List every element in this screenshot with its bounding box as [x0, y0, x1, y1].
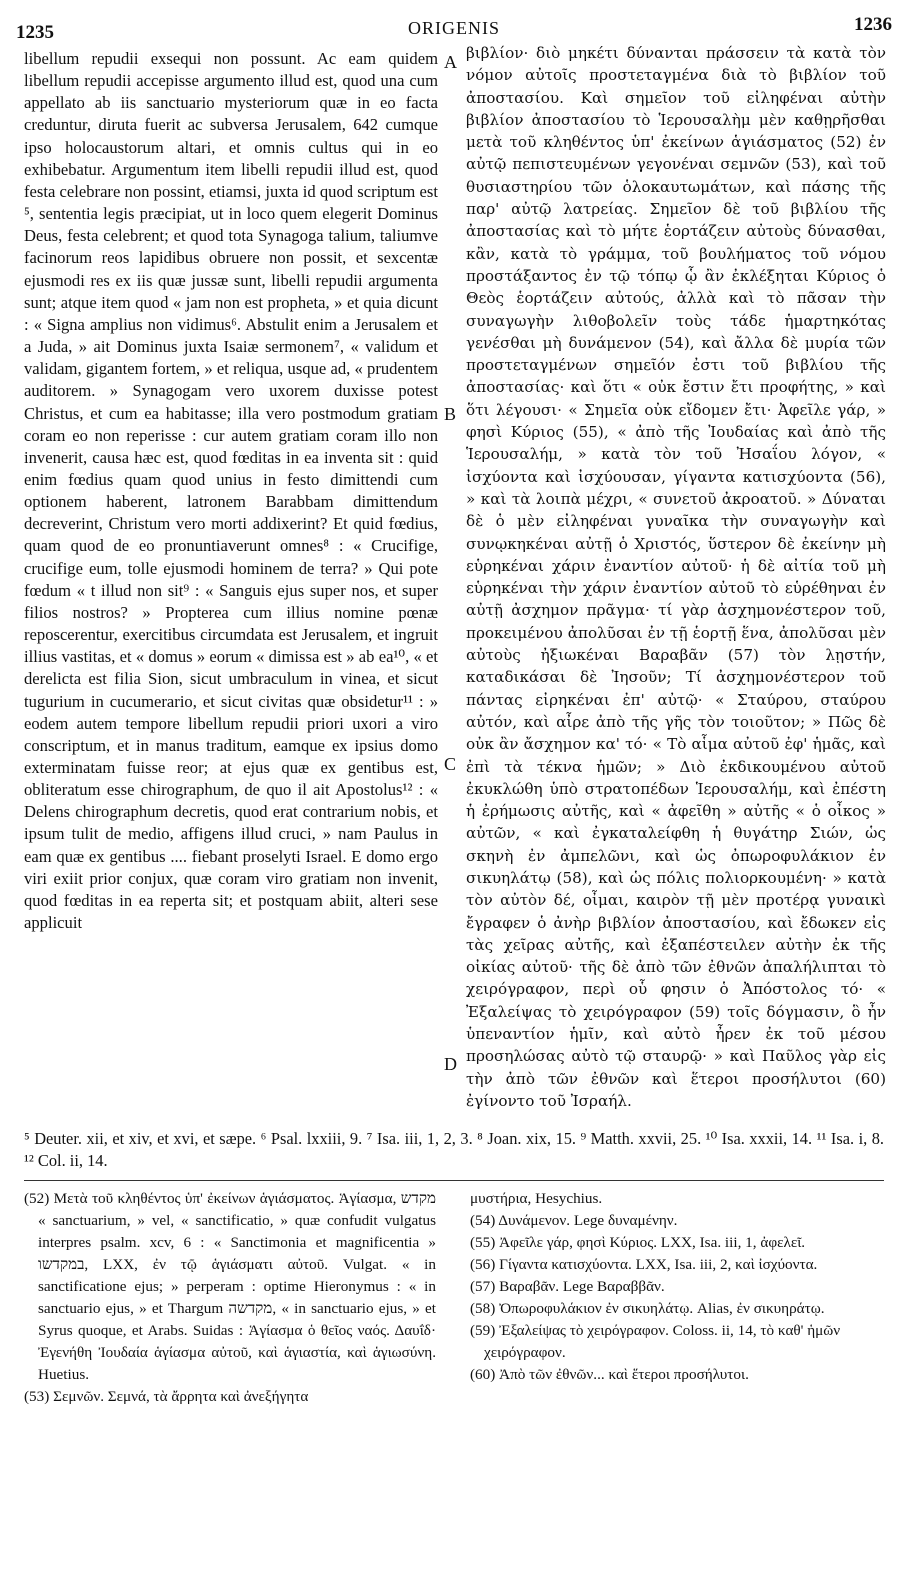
greek-text: βιβλίον· διὸ μηκέτι δύνανται πράσσειν τὰ κατὰ τὸν νόμον αὐτοῖς προστεταγμένα διὰ τὸ βιβλίον τοῦ ἀποστασίου. Καὶ σημεῖον τοῦ εἰληφέναι αὐτὴν βιβλίον ἀποστασίου τὸ Ἱερουσαλὴμ μὲν καθῃρῆσθαι μετὰ τοῦ κληθέντος ὑπ' ἐκείνων ἁγιάσματος (52) ἐν αὐτῷ πεπιστευμένων γεγονέναι σεμνῶν (53), καὶ τοῦ θυσιαστηρίου τῶν ὁλοκαυτωμάτων, καὶ πάσης τῆς παρ' αὐτῷ λατρείας. Σημεῖον δὲ τοῦ βιβλίου τῆς ἀποστασίας καὶ τὸ μήτε ἑορτάζειν αὐτοὺς δύνασθαι, κἂν, κατὰ τὸ γράμμα, τοῦ βουλήματος τοῦ νόμου προστάξαντος ἐν τῷ τόπῳ ᾧ ἂν ἐκλέξηται Κύριος ὁ Θεὸς ἑορτάζειν αὐτούς, ἀλλὰ καὶ τὸ πᾶσαν τὴν συναγωγὴν λιθοβολεῖν τοὺς τάδε ἡμαρτηκότας γενέσθαι μὴ δυνάμενον (54), καὶ ἄλλα δὲ μυρία τῶν προστεταγμένων σημεῖόν ἐστι τοῦ βιβλίου τῆς ἀποστασίας· καὶ ὅτι « οὐκ ἔστιν ἔτι προφήτης, » καὶ ὅτι λέγουσι· « Σημεῖα οὐκ εἴδομεν ἔτι· Ἀφεῖλε γάρ, » φησὶ Κύριος (55), « ἀπὸ τῆς Ἰουδαίας καὶ ἀπὸ τῆς Ἱερουσαλήμ, » κατὰ τὸν τοῦ Ἠσαΐου λόγον, « ἰσχύοντα καὶ ἰσχύουσαν, γίγαντα κατισχύοντα (56), » καὶ τὰ λοιπὰ μέχρι, « συνετοῦ ἀκροατοῦ. » Δύναται δὲ ὁ μὲν εἰληφέναι γυναῖκα τὴν συναγωγὴν καὶ συνῳκηκέναι αὐτῇ ὁ Χριστός, ὕστερον δὲ ἐκείνην μὴ εὑρηκέναι χάριν ἐναντίον αὐτοῦ· ἡ δὲ αἰτία τοῦ μὴ εὑρηκέναι τὴν χάριν ἐναντίον αὐτοῦ τὸ εὑρέθηναι ἐν αὐτῇ ἀσχημον πρᾶγμα· τί γὰρ ἀσχημονέστερον τοῦ, προκειμένου ἀπολῦσαι ἐν τῇ ἑορτῇ ἕνα, ἀπολῦσαι μὲν αὐτοὺς ἠξιωκέναι Βαραβᾶν (57) τὸν λῃστήν, καταδικάσαι δὲ Ἰησοῦν; Τί ἀσχημονέστερον τοῦ πάντας εἰρηκέναι ἐπ' αὐτῷ· « Σταύρου, σταύρου αὐτόν, καὶ αἶρε ἀπὸ τῆς γῆς τὸν τοιοῦτον; » Πῶς δὲ οὐκ ἂν ἄσχημον κα' τό· « Τὸ αἷμα αὐτοῦ ἐφ' ἡμᾶς, καὶ ἐπὶ τὰ τέκνα ἡμῶν; » Διὸ ἐκδικουμένου αὐτοῦ ἐκυκλώθη ὑπὸ στρατοπέδων Ἱερουσαλήμ, καὶ ἐπέστη ἡ ἐρήμωσις αὐτῆς, καὶ « ἀφεῖθη » αὐτῆς « ὁ οἶκος » αὐτῶν, « καὶ ἐγκαταλείφθη ἡ θυγάτηρ Σιών, ὡς σκηνὴ ἐν ἀμπελῶνι, καὶ ὡς ὀπωροφυλάκιον ἐν σικυηλάτῳ (58), καὶ ὡς πόλις πολιορκουμένη· » κατὰ τὸν αὐτὸν δέ, οἶμαι, καιρὸν τῇ μὲν προτέρᾳ γυναικὶ ἔγραφεν ὁ ἀνὴρ βιβλίον ἀποστασίου, καὶ ἔδωκεν εἰς τὰς χεῖρας αὐτῆς, καὶ ἐξαπέστειλεν αὐτὴν ἐκ τῆς οἰκίας αὐτοῦ· τῆς δὲ ἀπὸ τῶν ἐθνῶν ἀπαλήλιπται τὸ χειρόγραφον, περὶ οὗ φησιν ὁ Ἀπόστολος τό· « Ἐξαλείψας τὸ χειρόγραφον (59) τοῖς δόγμασιν, ὃ ἦν ὑπεναντίον ἡμῖν, καὶ αὐτὸ ἦρεν ἐκ τοῦ μέσου προσηλώσας αὐτὸ τῷ σταυρῷ· » καὶ Παῦλος γὰρ εἰς τὴν ἀπὸ τῶν ἐθνῶν καὶ ἕτεροι προσήλυτοι (60) ἐγίνοντο τοῦ Ἰσραήλ. [466, 44, 886, 1110]
margin-marker-b: B [444, 404, 457, 424]
latin-text: libellum repudii exsequi non possunt. Ac eam quidem libellum repudii accepisse argumento illud est, quod una cum appellato ab iis sanctuario mysteriorum quæ in eo facta creduntur, diruta fuerit ac subversa Jerusalem, 642 cumque ipso holocaustorum altari, et omnis cultus qui in eo exhibebatur. Argumentum item libelli repudii illud est, quod festa celebrare non possint, etiamsi, juxta id quod scriptum est ⁵, sententia legis præcipiat, ut in loco quem elegerit Dominus Deus, festa celebrent; et quod tota Synagoga talium, taliumve facinorum reos lapidibus obruere non possit, et sexcentæ ejusmodi res ex iis quæ jussæ sunt, libelli repudii argumenta sunt; atque item quod « jam non est propheta, » et quia dicunt : « Signa amplius non vidimus⁶. Abstulit enim a Jerusalem et a Juda, » ait Dominus juxta Isaiæ sermonem⁷, « validum et validam, gigantem fortem, » et reliqua, usque ad, « prudentem auditorem. » Synagogam vero uxorem duxisse potest Christus, et cum ea habitasse; illa vero postmodum gratiam coram eo non reperisse : cur autem gratiam coram illo non invenerit, causa hæc est, quod fœditas in ea inventa sit : quid enim fœdius quam quod unius in festo dimittendi cum optionem haberent, latronem Barabbam dimittendum decreverint, Christum vero morti addixerint? Et quid fœdius, quam quod de eo pronuntiaverunt omnes⁸ : « Crucifige, crucifige eum, tolle ejusmodi hominem de terra? » Qui pote fœdum « t illud non sit⁹ : « Sanguis ejus super nos, et super filios nostros? » Propterea cum illius nomine pœnæ reposcerentur, exercitibus circumdata est Jerusalem, et ingruit illius vastitas, et « domus » eorum « dimissa est » ab ea¹⁰, « et derelicta est filia Sion, sicut umbraculum in vinea, et sicut tugurium in cucumerario, et sicut civitas quæ obsidetur¹¹ : » eodem autem tempore libellum repudii priori uxori a viro conscriptum, et in manus traditum, eamque ex ipsius domo exterminatam fuisse reor; at ejus quæ ex gentibus est, obliteratum esse chirographum, de quo il ait Apostolus¹² : « Delens chirographum decretis, quod erat contrarium nobis, et ipsum tulit de medio, affigens illud cruci, » nam Paulus in eam quæ ex gentibus .... fiebant proselyti Israel. E domo ergo viri exiit prior conjux, quæ coram viro gratiam non invenit, quod fœditas in ea reperta sit; et postquam abiit, alteri sese applicuit [24, 49, 438, 933]
footnote: (59) Ἐξαλείψας τὸ χειρόγραφον. Coloss. ii, 14, τὸ καθ' ἡμῶν χειρόγραφον. [470, 1322, 841, 1361]
footnotes-left [24, 1188, 436, 1408]
page-number-right: 1236 [854, 14, 892, 35]
footnote: (53) Σεμνῶν. Σεμνά, τὰ ἄρρητα καὶ ἀνεξήγητα [24, 1388, 309, 1405]
margin-marker-a: A [444, 52, 457, 72]
margin-marker-d: D [444, 1054, 457, 1074]
page-number-left: 1235 [16, 22, 54, 43]
footnote: (58) Ὀπωροφυλάκιον ἐν σικυηλάτῳ. Alias, ἐν σικυηράτῳ. [470, 1300, 825, 1317]
footnote: (57) Βαραβᾶν. Lege Βαραββᾶν. [470, 1278, 665, 1295]
footnote: (52) Μετὰ τοῦ κληθέντος ὑπ' ἐκείνων ἁγιάσματος. Ἁγίασμα, מקדש « sanctuarium, » vel, « sanctificatio, » quæ confudit vulgatus interpres psalm. xcv, 6 : « Sanctimonia et magnificentia » במקדשו, LXX, ἐν τῷ ἁγιάσματι αὐτοῦ. Vulgat. « in sanctificatione ejus; » perperam : optime Hieronymus : « in sanctuario ejus, » et Thargum מקדשה, « in sanctuario ejus, » et Syrus quoque, et Arabs. Suidas : Ἁγίασμα ὁ θεῖος ναός. Δαυΐδ· Ἐγενήθη Ἰουδαία ἁγίασμα αὐτοῦ, καὶ ἁγιαστία, καὶ ἁγιωσύνη. Huetius. [24, 1190, 436, 1383]
footnote: (56) Γίγαντα κατισχύοντα. LXX, Isa. iii, 2, καὶ ἰσχύοντα. [470, 1256, 818, 1273]
greek-column [466, 42, 886, 1112]
footnote: (54) Δυνάμενον. Lege δυναμένην. [470, 1212, 678, 1229]
scripture-references: ⁵ Deuter. xii, et xiv, et xvi, et sæpe. ⁶ Psal. lxxiii, 9. ⁷ Isa. iii, 1, 2, 3. ⁸ Joan. xix, 15. ⁹ Matth. xxvii, 25. ¹⁰ Isa. xxxii, 14. ¹¹ Isa. i, 8. ¹² Col. ii, 14. [24, 1129, 884, 1170]
footnote-divider [24, 1180, 884, 1181]
running-header [16, 10, 892, 44]
latin-column [24, 48, 438, 934]
footnote: μυστήρια, Hesychius. [470, 1190, 603, 1207]
margin-marker-c: C [444, 754, 457, 774]
footnotes-right [470, 1188, 886, 1386]
running-title: ORIGENIS [408, 18, 500, 38]
footnote: (55) Ἀφεῖλε γάρ, φησὶ Κύριος. LXX, Isa. iii, 1, ἀφελεῖ. [470, 1234, 806, 1251]
footnote: (60) Ἀπὸ τῶν ἐθνῶν... καὶ ἕτεροι προσήλυτοι. [470, 1366, 749, 1383]
